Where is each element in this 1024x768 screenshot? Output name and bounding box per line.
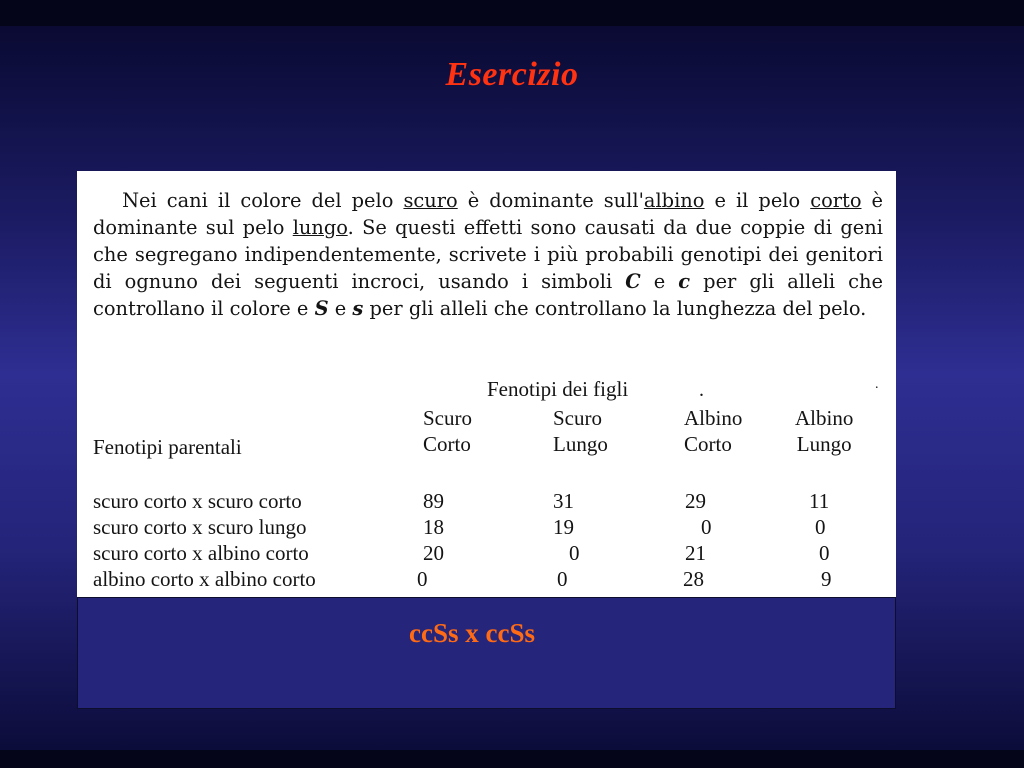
column-header-albino-lungo: Albino Lungo	[795, 406, 854, 456]
problem-text-4: è dominante sul pelo	[93, 189, 884, 239]
symbol-s: s	[352, 297, 364, 320]
cell-value: 18	[423, 515, 444, 539]
problem-text-8: e	[328, 297, 353, 320]
column-header-albino-corto: Albino Corto	[684, 406, 743, 456]
problem-text-3: e il pelo	[704, 189, 811, 212]
cell-value: 20	[423, 541, 444, 565]
problem-text-7: per gli alleli che controllano il colore e	[93, 270, 883, 320]
row-label: scuro corto x albino corto	[93, 541, 309, 565]
answer-box	[77, 597, 896, 709]
scanned-exercise-image	[77, 171, 896, 597]
underlined-lungo: lungo	[292, 216, 348, 239]
cell-value: 19	[553, 515, 574, 539]
symbol-c: c	[678, 270, 691, 293]
cell-value: 0	[815, 515, 826, 539]
column-header-scuro-lungo: Scuro Lungo	[553, 406, 608, 456]
cell-value: 0	[557, 567, 568, 591]
cell-value: 29	[685, 489, 706, 513]
cell-value: 0	[569, 541, 580, 565]
cell-value: 11	[809, 489, 830, 513]
row-label: albino corto x albino corto	[93, 567, 316, 591]
cell-value: 0	[819, 541, 830, 565]
row-label: scuro corto x scuro lungo	[93, 515, 307, 539]
row-label: scuro corto x scuro corto	[93, 489, 302, 513]
scan-dot-2: .	[875, 377, 879, 392]
underlined-scuro: scuro	[403, 189, 458, 212]
underlined-albino: albino	[643, 189, 705, 212]
answer-text: ccSs x ccSs	[409, 618, 535, 648]
cell-value: 89	[423, 489, 444, 513]
offspring-phenotypes-header: Fenotipi dei figli	[487, 377, 629, 401]
scan-dot: .	[699, 379, 704, 401]
symbol-C: C	[625, 270, 641, 293]
problem-text-2: è dominante sull'	[457, 189, 644, 212]
symbol-S: S	[314, 297, 329, 320]
table-row	[93, 515, 893, 541]
column-header-scuro-corto: Scuro Corto	[423, 406, 472, 456]
slide-title: Esercizio	[445, 56, 579, 93]
problem-text-6: e	[640, 270, 679, 293]
table-row	[93, 541, 893, 567]
underlined-corto: corto	[810, 189, 862, 212]
problem-text-5: . Se questi effetti sono causati da due coppie di geni che segregano indipendentemente, scrivete i più probabili genotipi dei genitori di ognuno dei seguenti incroci, usando i simboli	[93, 216, 883, 293]
parental-phenotypes-header: Fenotipi parentali	[93, 435, 242, 459]
cell-value: 21	[685, 541, 706, 565]
cell-value: 0	[417, 567, 428, 591]
problem-text-1: Nei cani il colore del pelo	[122, 189, 404, 212]
problem-paragraph	[93, 187, 883, 322]
cell-value: 9	[821, 567, 832, 591]
cell-value: 28	[683, 567, 704, 591]
table-row	[93, 489, 893, 515]
problem-text-9: per gli alleli che controllano la lunghezza del pelo.	[363, 297, 867, 320]
cell-value: 0	[701, 515, 712, 539]
cell-value: 31	[553, 489, 574, 513]
table-row	[93, 567, 893, 593]
